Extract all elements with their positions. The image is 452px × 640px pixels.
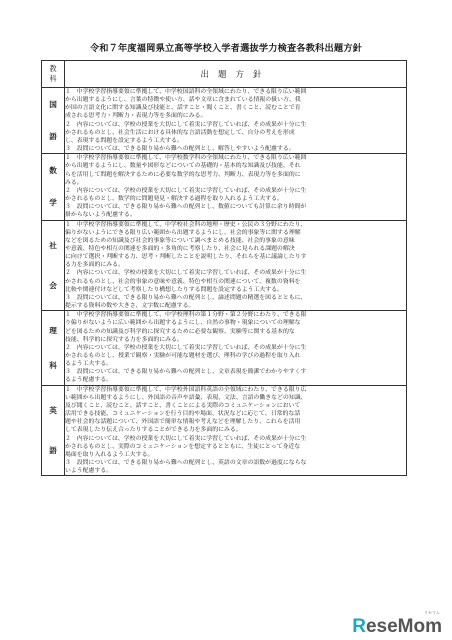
policy-line: かされるものとし、社会生活における具体的な言語活動を想定して、自分の考えを形成 xyxy=(65,129,295,136)
policy-line: ３ 設問については、できる限り易から難への配列とし、数値についても計算に余り時間が xyxy=(65,204,307,211)
policy-line: から出題するようにし、言葉の特徴や使い方、話や文章に含まれている情報の扱い方、我 xyxy=(65,97,301,104)
policy-line: などを図るための知識及び社会的事象等について調べまとめる技能、社会的事象の意味 xyxy=(65,237,295,244)
policy-line: い範囲から出題するようにし、外国語の音声や語彙、表現、文法、言語の働きなどの知識、 xyxy=(65,394,307,401)
policy-line: かされるものとし、実際のコミュニケーションを想定するとともに、生徒にとって身近な xyxy=(65,443,301,450)
policy-line: １ 中学校学習指導要領に準拠して、中学校数学科の全領域にわたり、できる限り広い範囲 xyxy=(65,155,307,162)
subject-name-char: 学 xyxy=(49,198,57,208)
policy-line: るよう配慮する。 xyxy=(65,377,113,384)
policy-line: かされるものとし、社会的事象の意味や意義、特色や相互の関連について、複数の資料を xyxy=(65,278,301,285)
policy-line: 場面を取り入れるよう工夫する。 xyxy=(65,451,154,458)
policy-line: みる。 xyxy=(65,179,83,186)
policy-line: 比較や関連付けなどして考察したり構想したりする問題を設定するよう工夫する。 xyxy=(65,286,283,293)
policy-line: ２ 内容については、学校の授業を大切にして着実に学習していれば、その成果が十分に生 xyxy=(65,344,307,351)
policy-line: １ 中学校学習指導要領に準拠して、中学校国語科の全領域にわたり、できる限り広い範囲 xyxy=(65,89,307,95)
subject-policy xyxy=(65,220,407,311)
policy-line: 成される思考力・判断力・表現力等を多面的にみる。 xyxy=(65,113,207,120)
header-policy: 出題方針 xyxy=(65,61,407,88)
policy-line: して表現したり伝え合ったりすることができる力を多面的にみる。 xyxy=(65,427,242,434)
policy-line: ３ 設問については、できる限り易から難への配列とし、文章表現を簡潔でわかりやすくす xyxy=(65,369,307,376)
policy-line: ２ 内容については、学校の授業を大切にして着実に学習していれば、その成果が十分に生 xyxy=(65,121,307,128)
subject-name-char: 会 xyxy=(49,280,57,290)
table-row xyxy=(42,385,407,476)
policy-line: かされるものとし、数学的に問題発見・解決する過程を取り入れるよう工夫する。 xyxy=(65,196,283,203)
policy-line: ３ 設問については、できる限り易から難への配列とし、英語の文章の語数が過度にならな xyxy=(65,460,307,467)
subject-policy xyxy=(65,154,407,220)
subject-name xyxy=(42,220,65,311)
policy-line: ２ 内容については、学校の授業を大切にして着実に学習していれば、その成果が十分に生 xyxy=(65,435,307,442)
subject-name-char: 英 xyxy=(49,406,57,416)
policy-line: かされるものとし、授業で観察・実験が可能な題材を選び、理科の学びの過程を取り入れ xyxy=(65,353,301,359)
subject-name-char: 理 xyxy=(49,326,57,336)
resemom-watermark xyxy=(352,610,442,638)
policy-line: １ 中学校学習指導要領に準拠して、中学校外国語科英語の全領域にわたり、できる限り広 xyxy=(65,386,307,393)
subject-policy xyxy=(65,88,407,154)
policy-table xyxy=(41,60,407,476)
policy-line: 技能、科学的に探究する力を多面的にみる。 xyxy=(65,336,183,343)
policy-line: や意義、特色や相互の関連を多面的・多角的に考察したり、社会に見られる課題の解決 xyxy=(65,245,295,252)
policy-line: るよう工夫する。 xyxy=(65,361,113,368)
policy-line: どを図るための知識及び科学的に探究するために必要な観察、実験等に関する基本的な xyxy=(65,328,295,335)
watermark-brand-rest: eseMom xyxy=(365,616,442,637)
policy-line: 題や社会的な話題について、外国語で簡単な情報や考えなどを理解したり、これらを活用 xyxy=(65,419,301,426)
policy-line: し、表現する問題を設定するよう工夫する。 xyxy=(65,137,183,144)
policy-line: １ 中学校学習指導要領に準拠して、中学校理科の第１分野・第２分野にわたり、できる限 xyxy=(65,312,307,319)
subject-policy xyxy=(65,385,407,476)
table-row xyxy=(42,154,407,220)
table-header-row xyxy=(42,61,407,88)
subject-name-char: 科 xyxy=(49,360,57,370)
policy-line: 活用できる技能、コミュニケーションを行う目的や場面、状況などに応じて、日常的な話 xyxy=(65,411,301,418)
policy-line: ３ 設問については、できる限り易から難への配列とし、解答しやすいよう配慮する。 xyxy=(65,146,295,153)
header-subject xyxy=(42,61,65,88)
subject-name-char: 語 xyxy=(49,132,57,142)
page-title: 令和７年度福岡県立高等学校入学者選抜学力検査各教科出題方針 xyxy=(89,43,363,54)
policy-line: ３ 設問については、できる限り易から難への配列とし、論述問題の精選を図るとともに、 xyxy=(65,294,307,301)
watermark-small-text: リセマム xyxy=(424,610,440,615)
policy-line: に向けて選択・判断する力、思考・判断したことを説明したり、それらを基に議論したりす xyxy=(65,254,307,261)
watermark-brand-first: R xyxy=(352,616,366,637)
subject-name xyxy=(42,385,65,476)
policy-line: いよう配慮する。 xyxy=(65,468,113,475)
header-subject-char-1: 教 xyxy=(49,64,57,73)
policy-line: 偏りがないようにできる限り広い範囲から出題するようにし、社会的事象等に関する理解 xyxy=(65,229,301,236)
subject-name-char: 社 xyxy=(49,241,57,251)
policy-line: ２ 内容については、学校の授業を大切にして着実に学習していれば、その成果が十分に生 xyxy=(65,270,307,277)
policy-line: らを活用して問題を解決するために必要な数学的な思考力、判断力、表現力等を多面的に xyxy=(65,171,301,178)
subject-name-char: 数 xyxy=(49,166,57,176)
subject-name-char: 語 xyxy=(49,445,57,455)
policy-line: 提示する資料の数や大きさ、文字数に配慮する。 xyxy=(65,303,195,310)
policy-line: 掛からないよう配慮する。 xyxy=(65,212,136,219)
policy-line: る力を多面的にみる。 xyxy=(65,262,124,269)
table-row xyxy=(42,88,407,154)
table-row xyxy=(42,311,407,385)
policy-line: ２ 内容については、学校の授業を大切にして着実に学習していれば、その成果が十分に生 xyxy=(65,187,307,194)
subject-name xyxy=(42,88,65,154)
subject-name xyxy=(42,154,65,220)
policy-line: １ 中学校学習指導要領に準拠して、中学校社会科の地理・歴史・公民の３分野にわたり、 xyxy=(65,221,307,228)
header-subject-char-2: 科 xyxy=(49,74,57,83)
subject-policy xyxy=(65,311,407,385)
policy-line: から出題するようにし、数量や図形などについての基礎的・基本的な知識及び技能、それ xyxy=(65,163,301,170)
policy-line: が国の言語文化に関する知識及び技能と、話すこと・聞くこと、書くこと、読むことで育 xyxy=(65,105,301,112)
policy-line: り偏りがないように広い範囲から出題するようにし、自然の事物・現象についての理解な xyxy=(65,320,301,327)
subject-name xyxy=(42,311,65,385)
policy-line: 及び聞くこと、読むこと、話すこと、書くことによる実際のコミュニケーションにおいて xyxy=(65,402,301,409)
subject-name-char: 国 xyxy=(49,100,57,110)
table-row xyxy=(42,220,407,311)
